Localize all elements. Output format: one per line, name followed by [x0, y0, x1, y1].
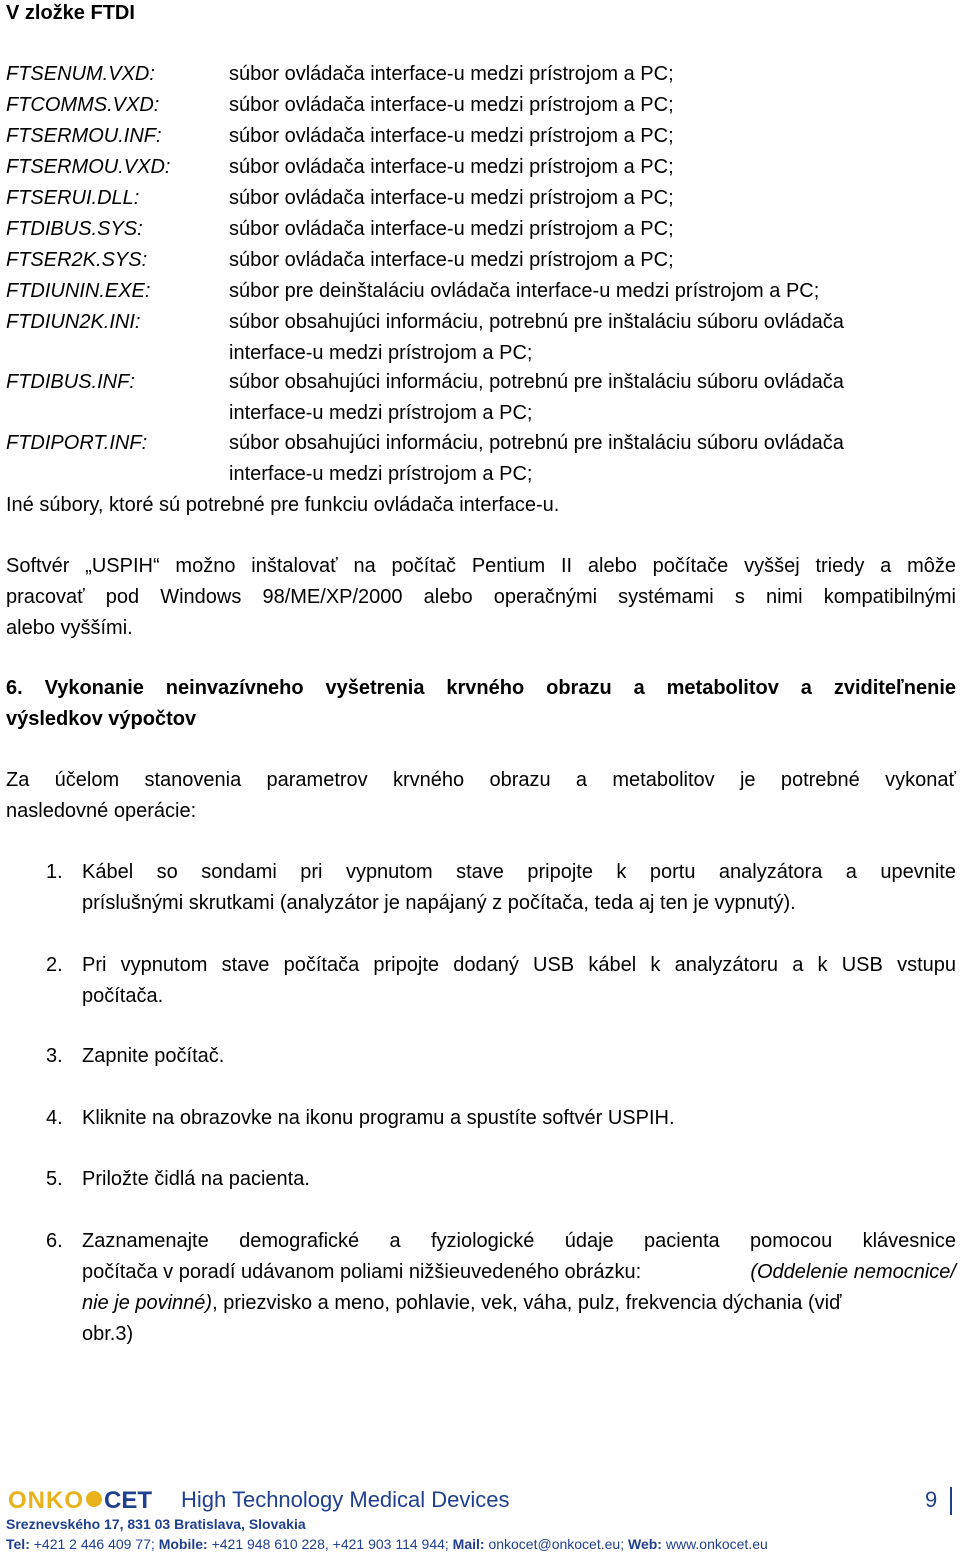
- file-name: FTDIPORT.INF:: [6, 432, 148, 454]
- mail-link[interactable]: onkocet@onkocet.eu;: [488, 1536, 625, 1552]
- step-text-line: [82, 1291, 841, 1315]
- file-name: FTCOMMS.VXD:: [6, 94, 160, 116]
- file-desc: súbor ovládača interface-u medzi prístrojom a PC;: [229, 218, 674, 240]
- file-desc: súbor ovládača interface-u medzi prístrojom a PC;: [229, 125, 674, 147]
- svg-text:ONKO: ONKO: [8, 1487, 84, 1512]
- step-text: počítača.: [82, 985, 164, 1007]
- paragraph-line: pracovať pod Windows 98/ME/XP/2000 alebo operačnými systémami s nimi kompatibilnými: [6, 586, 956, 608]
- step-text-italic: nie je povinné): [82, 1292, 213, 1314]
- file-name: FTSERMOU.VXD:: [6, 156, 171, 178]
- file-desc: interface-u medzi prístrojom a PC;: [229, 402, 533, 424]
- step-text: Zapnite počítač.: [82, 1045, 225, 1067]
- step-text: Priložte čidlá na pacienta.: [82, 1168, 310, 1190]
- file-name: FTDIBUS.SYS:: [6, 218, 143, 240]
- file-desc: súbor obsahujúci informáciu, potrebnú pre inštaláciu súboru ovládača: [229, 432, 844, 454]
- step-text: , priezvisko a meno, pohlavie, vek, váha, pulz, frekvencia dýchania (viď: [212, 1292, 842, 1314]
- paragraph-line: Softvér „USPIH“ možno inštalovať na počítač Pentium II alebo počítače vyššej triedy a môže: [6, 555, 956, 577]
- paragraph-line: Za účelom stanovenia parametrov krvného obrazu a metabolitov je potrebné vykonať: [6, 769, 956, 791]
- file-name: FTSERMOU.INF:: [6, 125, 162, 147]
- other-files-note: Iné súbory, ktoré sú potrebné pre funkciu ovládača interface-u.: [6, 494, 560, 516]
- file-desc: súbor obsahujúci informáciu, potrebnú pre inštaláciu súboru ovládača: [229, 371, 844, 393]
- mobile-value: +421 948 610 228, +421 903 114 944;: [211, 1536, 449, 1552]
- step-text: počítača v poradí udávanom poliami nižšieuvedeného obrázku:: [82, 1261, 647, 1283]
- onkocet-logo: [6, 1486, 152, 1512]
- section-title: V zložke FTDI: [6, 2, 135, 24]
- file-desc: súbor ovládača interface-u medzi prístrojom a PC;: [229, 94, 674, 116]
- mobile-label: Mobile:: [158, 1536, 208, 1552]
- mail-label: Mail:: [452, 1536, 485, 1552]
- svg-text:CET: CET: [104, 1487, 152, 1512]
- tel-label: Tel:: [6, 1536, 30, 1552]
- file-name: FTDIBUS.INF:: [6, 371, 135, 393]
- step-text: Kábel so sondami pri vypnutom stave pripojte k portu analyzátora a upevnite: [82, 861, 956, 883]
- web-label: Web:: [627, 1536, 662, 1552]
- step-number: 2.: [46, 954, 63, 976]
- step-text: Zaznamenajte demografické a fyziologické údaje pacienta pomocou klávesnice: [82, 1230, 956, 1252]
- step-text: Pri vypnutom stave počítača pripojte dodaný USB kábel k analyzátoru a k USB vstupu: [82, 954, 956, 976]
- file-desc: súbor ovládača interface-u medzi prístrojom a PC;: [229, 249, 674, 271]
- step-number: 5.: [46, 1168, 63, 1190]
- file-name: FTDIUNIN.EXE:: [6, 280, 151, 302]
- file-desc: interface-u medzi prístrojom a PC;: [229, 463, 533, 485]
- step-number: 3.: [46, 1045, 63, 1067]
- file-desc: súbor ovládača interface-u medzi prístrojom a PC;: [229, 63, 674, 85]
- heading-line: výsledkov výpočtov: [6, 708, 197, 730]
- step-number: 1.: [46, 861, 63, 883]
- file-name: FTSERUI.DLL:: [6, 187, 140, 209]
- file-desc: súbor obsahujúci informáciu, potrebnú pre inštaláciu súboru ovládača: [229, 311, 844, 333]
- file-name: FTDIUN2K.INI:: [6, 311, 141, 333]
- footer-title: High Technology Medical Devices: [181, 1487, 510, 1512]
- file-desc: súbor ovládača interface-u medzi prístrojom a PC;: [229, 156, 674, 178]
- page-number: 9: [925, 1487, 938, 1512]
- tel-value: +421 2 446 409 77;: [33, 1536, 155, 1552]
- step-number: 6.: [46, 1230, 63, 1252]
- file-name: FTSENUM.VXD:: [6, 63, 155, 85]
- step-text-italic: (Oddelenie nemocnice/: [750, 1261, 956, 1283]
- paragraph-line: alebo vyššími.: [6, 617, 133, 639]
- step-text: Kliknite na obrazovke na ikonu programu a spustíte softvér USPIH.: [82, 1107, 675, 1129]
- file-name: FTSER2K.SYS:: [6, 249, 148, 271]
- paragraph-line: nasledovné operácie:: [6, 800, 197, 822]
- file-desc: súbor pre deinštaláciu ovládača interface-u medzi prístrojom a PC;: [229, 280, 820, 302]
- file-desc: interface-u medzi prístrojom a PC;: [229, 342, 533, 364]
- heading-line: 6. Vykonanie neinvazívneho vyšetrenia krvného obrazu a metabolitov a zviditeľnenie: [6, 677, 956, 699]
- footer-address: Sreznevského 17, 831 03 Bratislava, Slovakia: [6, 1516, 306, 1532]
- web-link[interactable]: www.onkocet.eu: [665, 1536, 768, 1552]
- footer-contact: [6, 1535, 768, 1553]
- file-desc: súbor ovládača interface-u medzi prístrojom a PC;: [229, 187, 674, 209]
- step-text: obr.3): [82, 1323, 134, 1345]
- step-number: 4.: [46, 1107, 63, 1129]
- step-text-line: [82, 1260, 956, 1284]
- step-text: príslušnými skrutkami (analyzátor je napájaný z počítača, teda aj ten je vypnutý).: [82, 892, 796, 914]
- page-number-bar: [950, 1487, 952, 1515]
